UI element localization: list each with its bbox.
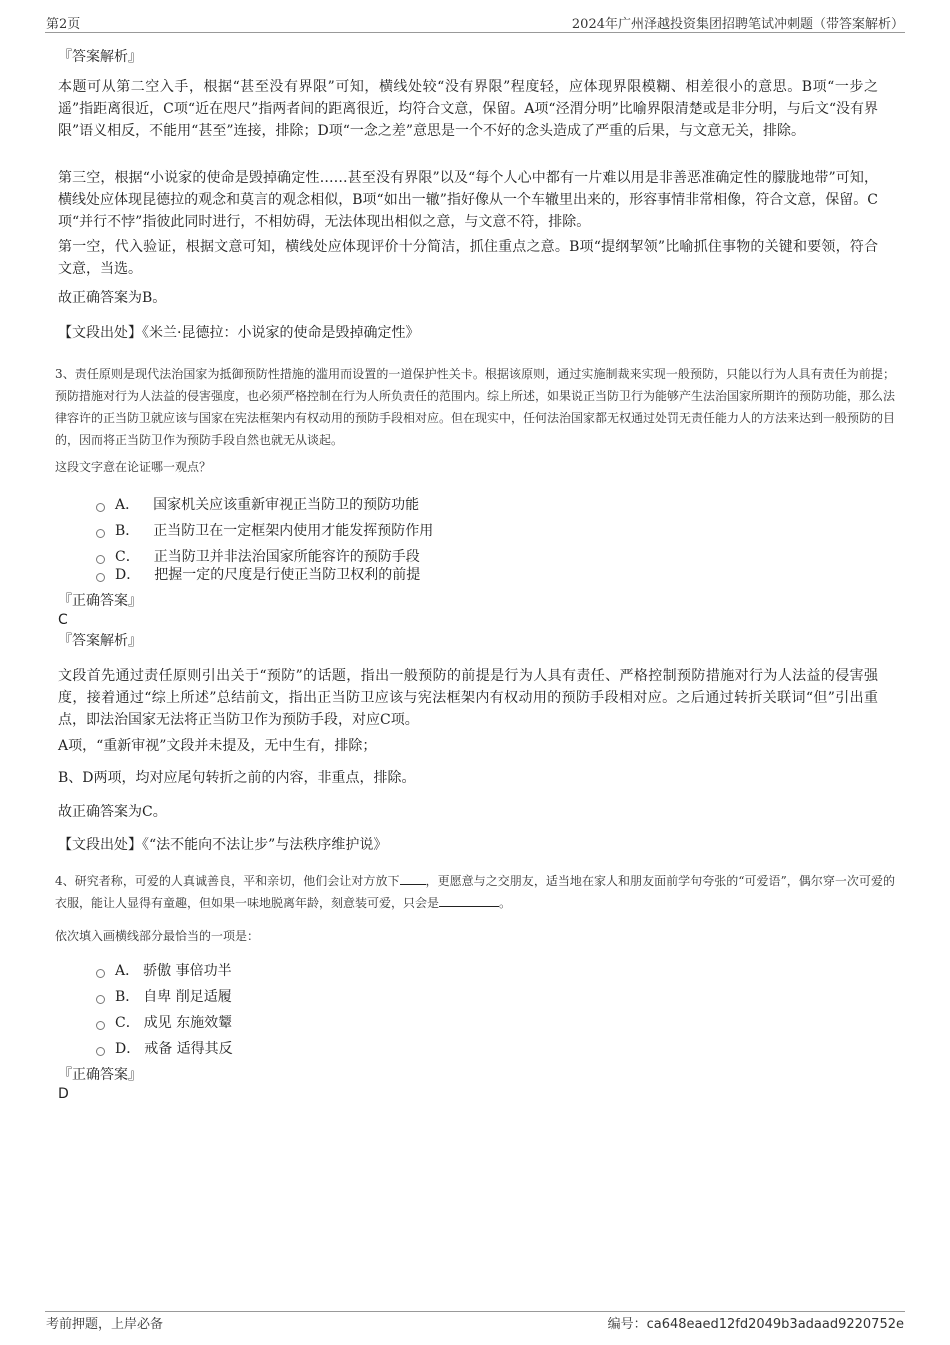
radio-icon[interactable] bbox=[96, 573, 105, 582]
analysis-paragraph: B、D两项，均对应尾句转折之前的内容，非重点，排除。 bbox=[58, 770, 416, 786]
document-title: 2024年广州泽越投资集团招聘笔试冲刺题（带答案解析） bbox=[571, 17, 904, 32]
radio-icon[interactable] bbox=[96, 969, 105, 978]
analysis-paragraph: 第三空，根据“小说家的使命是毁掉确定性……甚至没有界限”以及“每个人心中都有一片难以用是非善恶准确定性的朦胧地带”可知，横线处应体现昆德拉的观念和莫言的观念相似，B项“如出一辙”指好像从一个车辙里出来的，形容事情非常相像，符合文意，保留。C项“并行不悖”指彼此同时进行，不相妨碍，无法体现出相似之意，与文意不符，排除。 bbox=[58, 170, 878, 230]
correct-answer-label: 『正确答案』 bbox=[58, 1067, 142, 1083]
source: 【文段出处】《“法不能向不法让步”与法秩序维护说》 bbox=[58, 837, 388, 853]
analysis-paragraph: 文段首先通过责任原则引出关于“预防”的话题，指出一般预防的前提是行为人具有责任、严格控制预防措施对行为人法益的侵害强度，接着通过“综上所述”总结前文，指出正当防卫应该与宪法框架内有权动用的预防手段相对应。之后通过转折关联词“但”引出重点，即法治国家无法将正当防卫作为预防手段，对应C项。 bbox=[58, 668, 878, 728]
answer-conclusion: 故正确答案为B。 bbox=[58, 290, 167, 306]
option-d[interactable]: D． 戒备 适得其反 bbox=[96, 1038, 233, 1058]
blank-1 bbox=[400, 872, 426, 885]
correct-answer-label: 『正确答案』 bbox=[58, 593, 142, 609]
radio-icon[interactable] bbox=[96, 503, 105, 512]
answer-conclusion: 故正确答案为C。 bbox=[58, 804, 167, 820]
analysis-paragraph: 第一空，代入验证，根据文意可知，横线处应体现评价十分简洁，抓住重点之意。B项“提纲挈领”比喻抓住事物的关键和要领，符合文意，当选。 bbox=[58, 239, 878, 277]
option-a[interactable]: A． 骄傲 事倍功半 bbox=[96, 960, 232, 980]
document-code: 编号：ca648eaed12fd2049b3adaad9220752e bbox=[607, 1317, 904, 1332]
analysis-label: 『答案解析』 bbox=[58, 633, 142, 649]
analysis-label: 『答案解析』 bbox=[58, 49, 142, 65]
question-stem: 4、研究者称，可爱的人真诚善良，平和亲切，他们会让对方放下 ，更愿意与之交朋友，适当地在家人和朋友面前学句夸张的“可爱语”，偶尔穿一次可爱的衣服，能让人显得有童趣，但如果一味地脱离年龄，刻意装可爱，只会是 。 bbox=[55, 874, 895, 910]
option-a[interactable]: A． 国家机关应该重新审视正当防卫的预防功能 bbox=[96, 494, 419, 514]
source: 【文段出处】《米兰·昆德拉：小说家的使命是毁掉确定性》 bbox=[58, 325, 420, 341]
footer-rule bbox=[45, 1311, 905, 1312]
option-b[interactable]: B． 正当防卫在一定框架内使用才能发挥预防作用 bbox=[96, 520, 433, 540]
question-prompt: 依次填入画横线部分最恰当的一项是： bbox=[55, 929, 260, 943]
footer-slogan: 考前押题，上岸必备 bbox=[46, 1317, 164, 1332]
header-rule bbox=[45, 32, 905, 33]
option-c[interactable]: C． 成见 东施效颦 bbox=[96, 1012, 232, 1032]
radio-icon[interactable] bbox=[96, 1047, 105, 1056]
radio-icon[interactable] bbox=[96, 529, 105, 538]
option-d[interactable]: D． 把握一定的尺度是行使正当防卫权利的前提 bbox=[96, 564, 420, 584]
correct-answer: D bbox=[58, 1086, 69, 1102]
question-stem: 3、责任原则是现代法治国家为抵御预防性措施的滥用而设置的一道保护性关卡。根据该原则，通过实施制裁来实现一般预防，只能以行为人具有责任为前提；预防措施对行为人法益的侵害强度，也必须严格控制在行为人所负责任的范围内。综上所述，如果说正当防卫行为能够产生法治国家所期许的预防功能，那么法律容许的正当防卫就应该与国家在宪法框架内有权动用的预防手段相对应。但在现实中，任何法治国家都无权通过处罚无责任能力人的方法来达到一般预防的目的，因而将正当防卫作为预防手段自然也就无从谈起。 bbox=[55, 367, 896, 447]
page-number: 第2页 bbox=[46, 17, 81, 32]
radio-icon[interactable] bbox=[96, 555, 105, 564]
question-prompt: 这段文字意在论证哪一观点？ bbox=[55, 460, 212, 474]
blank-2 bbox=[439, 894, 499, 907]
correct-answer: C bbox=[58, 612, 68, 628]
option-c[interactable]: C． 正当防卫并非法治国家所能容许的预防手段 bbox=[96, 546, 420, 566]
analysis-paragraph: A项，“重新审视”文段并未提及，无中生有，排除； bbox=[58, 738, 377, 754]
radio-icon[interactable] bbox=[96, 1021, 105, 1030]
option-b[interactable]: B． 自卑 削足适履 bbox=[96, 986, 232, 1006]
analysis-paragraph: 本题可从第二空入手，根据“甚至没有界限”可知，横线处较“没有界限”程度轻，应体现界限模糊、相差很小的意思。B项“一步之遥”指距离很近，C项“近在咫尺”指两者间的距离很近，均符合文意，保留。A项“泾渭分明”比喻界限清楚或是非分明，与后文“没有界限”语义相反，不能用“甚至”连接，排除；D项“一念之差”意思是一个不好的念头造成了严重的后果，与文意无关，排除。 bbox=[58, 79, 878, 139]
radio-icon[interactable] bbox=[96, 995, 105, 1004]
